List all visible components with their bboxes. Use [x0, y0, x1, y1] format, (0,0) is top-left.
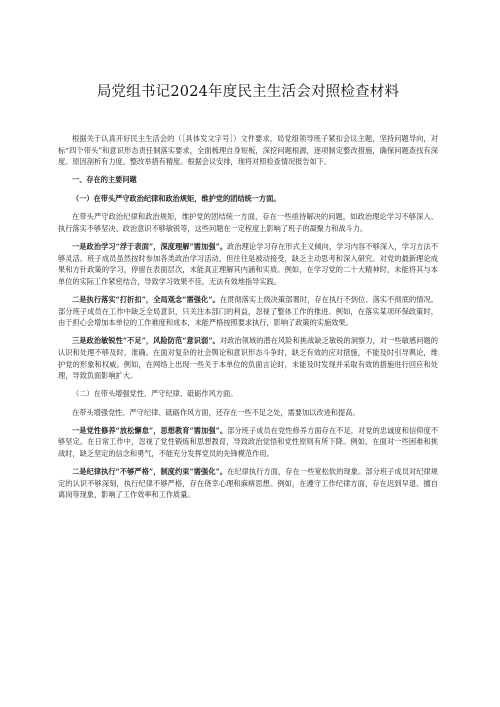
issue-lead: 二是纪律执行“不够严格”，制度约束“需强化”。	[72, 467, 228, 477]
issue-text: 对政治领域的潜在风险和挑战缺乏敏锐的洞察力，对一些敏感问题的认识和处理不够及时、准确。在面对复杂的社会舆论和意识形态斗争时，缺乏有效的应对措施，不能及时引导舆论，维护党的形象和权威。例如，在网络上出现一些关于本单位的负面言论时，未能及时发现并采取有效的措施进行回应和处理，导致负面影响扩大。	[58, 336, 438, 381]
section-heading-1: 一、存在的主要问题	[72, 175, 137, 185]
subsection-prefix: （二）	[72, 389, 94, 399]
issue-lead: 一是政治学习“浮于表面”，深度理解“需加强”。	[72, 242, 228, 252]
issue-paragraph-1	[58, 241, 438, 287]
subsection-prefix: （一）	[72, 193, 94, 203]
issue-text: 政治理论学习存在形式主义倾向，学习内容不够深入，学习方法不够灵活。班子成员虽然按时参加各类政治学习活动，但往往是被动接受，缺乏主动思考和深入研究。对党的最新理论成果和方针政策的学习，停留在表面层次，未能真正理解其内涵和实质。例如，在学习党的二十大精神时，未能将其与本单位的实际工作紧密结合，导致学习效果不佳，无法有效地指导实践。	[58, 242, 438, 286]
subsection-2-intro: 在带头增强党性、严守纪律、砥砺作风方面，还存在一些不足之处，需要加以改进和提高。	[72, 407, 360, 417]
subsection-title: 在带头严守政治纪律和政治规矩，维护党的团结统一方面。	[93, 193, 281, 203]
issue-lead: 一是党性修养“放松懈怠”，思想教育“需加强”。	[72, 425, 228, 435]
issue-paragraph-5	[58, 466, 438, 501]
document-title: 局党组书记2024年度民主生活会对照检查材料	[96, 84, 400, 100]
subsection-1-intro: 在带头严守政治纪律和政治规矩，维护党的团结统一方面，存在一些亟待解决的问题，如政治理论学习不够深入、执行落实不够坚决、政治意识不够敏锐等，这些问题在一定程度上影响了班子的凝聚力和战斗力。	[58, 212, 438, 234]
issue-text: 部分班子成员在党性修养方面存在不足，对党的忠诚度和信仰度不够坚定。在日常工作中，忽视了党性锻炼和思想教育，导致政治觉悟和党性原则有所下降。例如，在面对一些困难和挑战时，缺乏坚定的信念和勇气，不能充分发挥党员的先锋模范作用。	[58, 425, 438, 459]
intro-paragraph: 根据关于认真开好民主生活会的（［具体发文字号］）文件要求，局党组领导班子紧扣会议主题，坚持问题导向，对标“四个带头”和意识形态责任制落实要求，全面梳理自身短板，深挖问题根源，逐项制定整改措施，确保问题查找有深度、原因剖析有力度、整改举措有精度。根据会议安排，现将对照检查情况报告如下。	[58, 134, 438, 167]
issue-paragraph-2	[58, 294, 438, 329]
issue-paragraph-4	[58, 425, 438, 460]
issue-lead: 三是政治敏锐性“不足”，风险防范“意识弱”。	[72, 336, 220, 346]
issue-paragraph-3	[58, 335, 438, 381]
subsection-heading-1	[58, 193, 438, 205]
issue-lead: 二是执行落实“打折扣”，全局观念“需强化”。	[72, 295, 220, 305]
subsection-title: 在带头增强党性、严守纪律、砥砺作风方面。	[93, 389, 238, 399]
issue-text: 在纪律执行方面，存在一些宽松软的现象。部分班子成员对纪律规定的认识不够深刻，执行纪律不够严格，存在侥幸心理和麻痹思想。例如，在遵守工作纪律方面，存在迟到早退、擅自离岗等现象，影响了工作效率和工作质量。	[58, 467, 438, 500]
document-body	[58, 133, 438, 501]
issue-text: 在贯彻落实上级决策部署时，存在执行不到位、落实不彻底的情况。部分班子成员在工作中缺乏全局意识，只关注本部门的利益，忽视了整体工作的推进。例如，在落实某项环保政策时，由于担心会增加本单位的工作难度和成本，未能严格按照要求执行，影响了政策的实施效果。	[58, 295, 438, 328]
subsection-heading-2	[58, 388, 438, 400]
